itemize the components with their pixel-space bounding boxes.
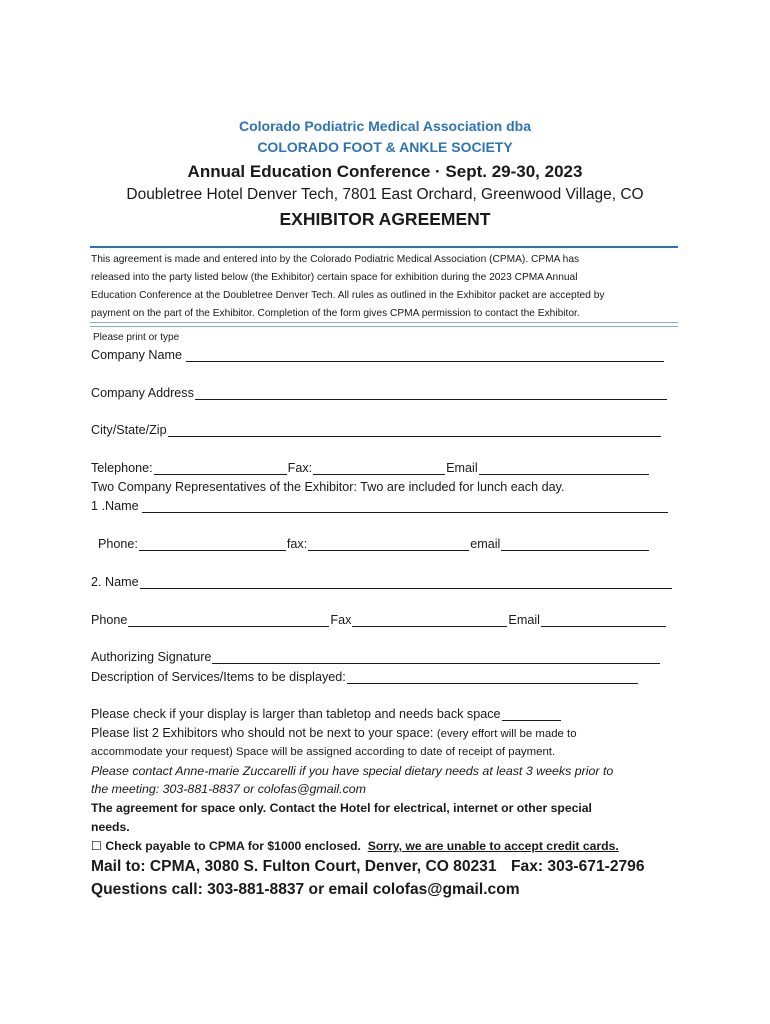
rep2-email-label: Email xyxy=(508,613,540,627)
questions-contact: Questions call: 303-881-8837 or email colofas@gmail.com xyxy=(91,881,520,898)
venue-address: Doubletree Hotel Denver Tech, 7801 East Orchard, Greenwood Village, CO xyxy=(126,186,644,203)
payment-row: ☐ Check payable to CPMA for $1000 enclosed. Sorry, we are unable to accept credit cards. xyxy=(91,839,619,853)
org-name-line2: COLORADO FOOT & ANKLE SOCIETY xyxy=(257,139,513,155)
space-only-note-line1: The agreement for space only. Contact the Hotel for electrical, internet or other special xyxy=(91,801,592,815)
fax-number: Fax: 303-671-2796 xyxy=(511,858,645,875)
company-name-row xyxy=(91,348,665,362)
intro-line: Education Conference at the Doubletree Denver Tech. All rules as outlined in the Exhibitor packet are accepted by xyxy=(91,290,605,301)
display-check-label: Please check if your display is larger than tabletop and needs back space xyxy=(91,707,501,721)
org-name-line1: Colorado Podiatric Medical Association dba xyxy=(239,118,531,134)
signature-field[interactable] xyxy=(212,651,660,664)
space-only-note-line2: needs. xyxy=(91,820,130,834)
representatives-note: Two Company Representatives of the Exhibitor: Two are included for lunch each day. xyxy=(91,480,565,494)
company-address-field[interactable] xyxy=(195,387,667,400)
fax-field[interactable] xyxy=(313,462,445,475)
conference-title: Annual Education Conference · Sept. 29-30, 2023 xyxy=(187,162,583,181)
intro-line: payment on the part of the Exhibitor. Completion of the form gives CPMA permission to contact the Exhibitor. xyxy=(91,308,580,319)
telephone-label: Telephone: xyxy=(91,461,153,475)
intro-paragraph xyxy=(91,251,679,323)
signature-label: Authorizing Signature xyxy=(91,650,212,664)
payment-checkbox[interactable]: ☐ xyxy=(91,839,102,853)
rep2-phone-field[interactable] xyxy=(128,614,329,627)
dietary-note-line2: the meeting: 303-881-8837 or colofas@gmail.com xyxy=(91,782,366,796)
city-state-zip-field[interactable] xyxy=(168,424,661,437)
exhibitors-list-note: (every effort will be made to xyxy=(436,728,577,740)
rep1-email-label: email xyxy=(470,537,501,551)
intro-divider-top xyxy=(90,322,678,323)
display-check-row xyxy=(91,707,562,721)
intro-divider-bottom xyxy=(90,326,678,327)
description-row xyxy=(91,670,639,684)
rep1-fax-field[interactable] xyxy=(308,538,469,551)
dietary-note-line1: Please contact Anne-marie Zuccarelli if you have special dietary needs at least 3 weeks prior to xyxy=(91,764,614,778)
rep1-fax-label: fax: xyxy=(286,537,308,551)
city-state-zip-label: City/State/Zip xyxy=(91,423,167,437)
rep1-contact-row xyxy=(98,537,650,551)
rep1-phone-label: Phone: xyxy=(98,537,138,551)
rep2-fax-label: Fax xyxy=(330,613,352,627)
rep2-email-field[interactable] xyxy=(541,614,666,627)
city-state-zip-row xyxy=(91,423,662,437)
rep1-name-row xyxy=(91,499,669,513)
rep1-name-field[interactable] xyxy=(142,500,668,513)
print-note: Please print or type xyxy=(93,332,180,343)
rep2-contact-row xyxy=(91,613,667,627)
rep1-email-field[interactable] xyxy=(501,538,649,551)
check-payable-text: Check payable to CPMA for $1000 enclosed xyxy=(105,839,358,853)
company-name-field[interactable] xyxy=(186,349,664,362)
no-credit-cards-text: Sorry, we are unable to accept credit cards. xyxy=(367,839,619,853)
intro-line: released into the party listed below (the Exhibitor) certain space for exhibition during the 2023 CPMA Annual xyxy=(91,272,578,283)
rep2-phone-label: Phone xyxy=(91,613,128,627)
company-address-label: Company Address xyxy=(91,386,194,400)
rep1-name-label: 1 .Name xyxy=(91,499,139,513)
email-label: Email xyxy=(446,461,478,475)
rep2-name-row xyxy=(91,575,673,589)
intro-line: This agreement is made and entered into by the Colorado Podiatric Medical Association (CPMA). CPMA has xyxy=(91,254,580,265)
exhibitors-list-note-line2: accommodate your request) Space will be assigned according to date of receipt of payment. xyxy=(91,746,556,758)
rep2-name-label: 2. Name xyxy=(91,575,139,589)
page-title: EXHIBITOR AGREEMENT xyxy=(279,209,491,229)
rep2-name-field[interactable] xyxy=(140,576,672,589)
contact-row xyxy=(91,461,650,475)
fax-label: Fax: xyxy=(287,461,313,475)
email-field[interactable] xyxy=(479,462,649,475)
exhibitors-list-row xyxy=(91,726,577,740)
header-divider xyxy=(90,246,678,248)
exhibitors-list-label: Please list 2 Exhibitors who should not be next to your space: xyxy=(91,726,434,740)
company-address-row xyxy=(91,386,668,400)
description-label: Description of Services/Items to be displayed: xyxy=(91,670,346,684)
telephone-field[interactable] xyxy=(154,462,287,475)
signature-row xyxy=(91,650,661,664)
rep2-fax-field[interactable] xyxy=(352,614,507,627)
mail-to-address: Mail to: CPMA, 3080 S. Fulton Court, Denver, CO 80231 xyxy=(91,858,497,875)
company-name-label: Company Name xyxy=(91,348,182,362)
rep1-phone-field[interactable] xyxy=(139,538,286,551)
description-field[interactable] xyxy=(347,671,638,684)
display-check-field[interactable] xyxy=(502,708,561,721)
